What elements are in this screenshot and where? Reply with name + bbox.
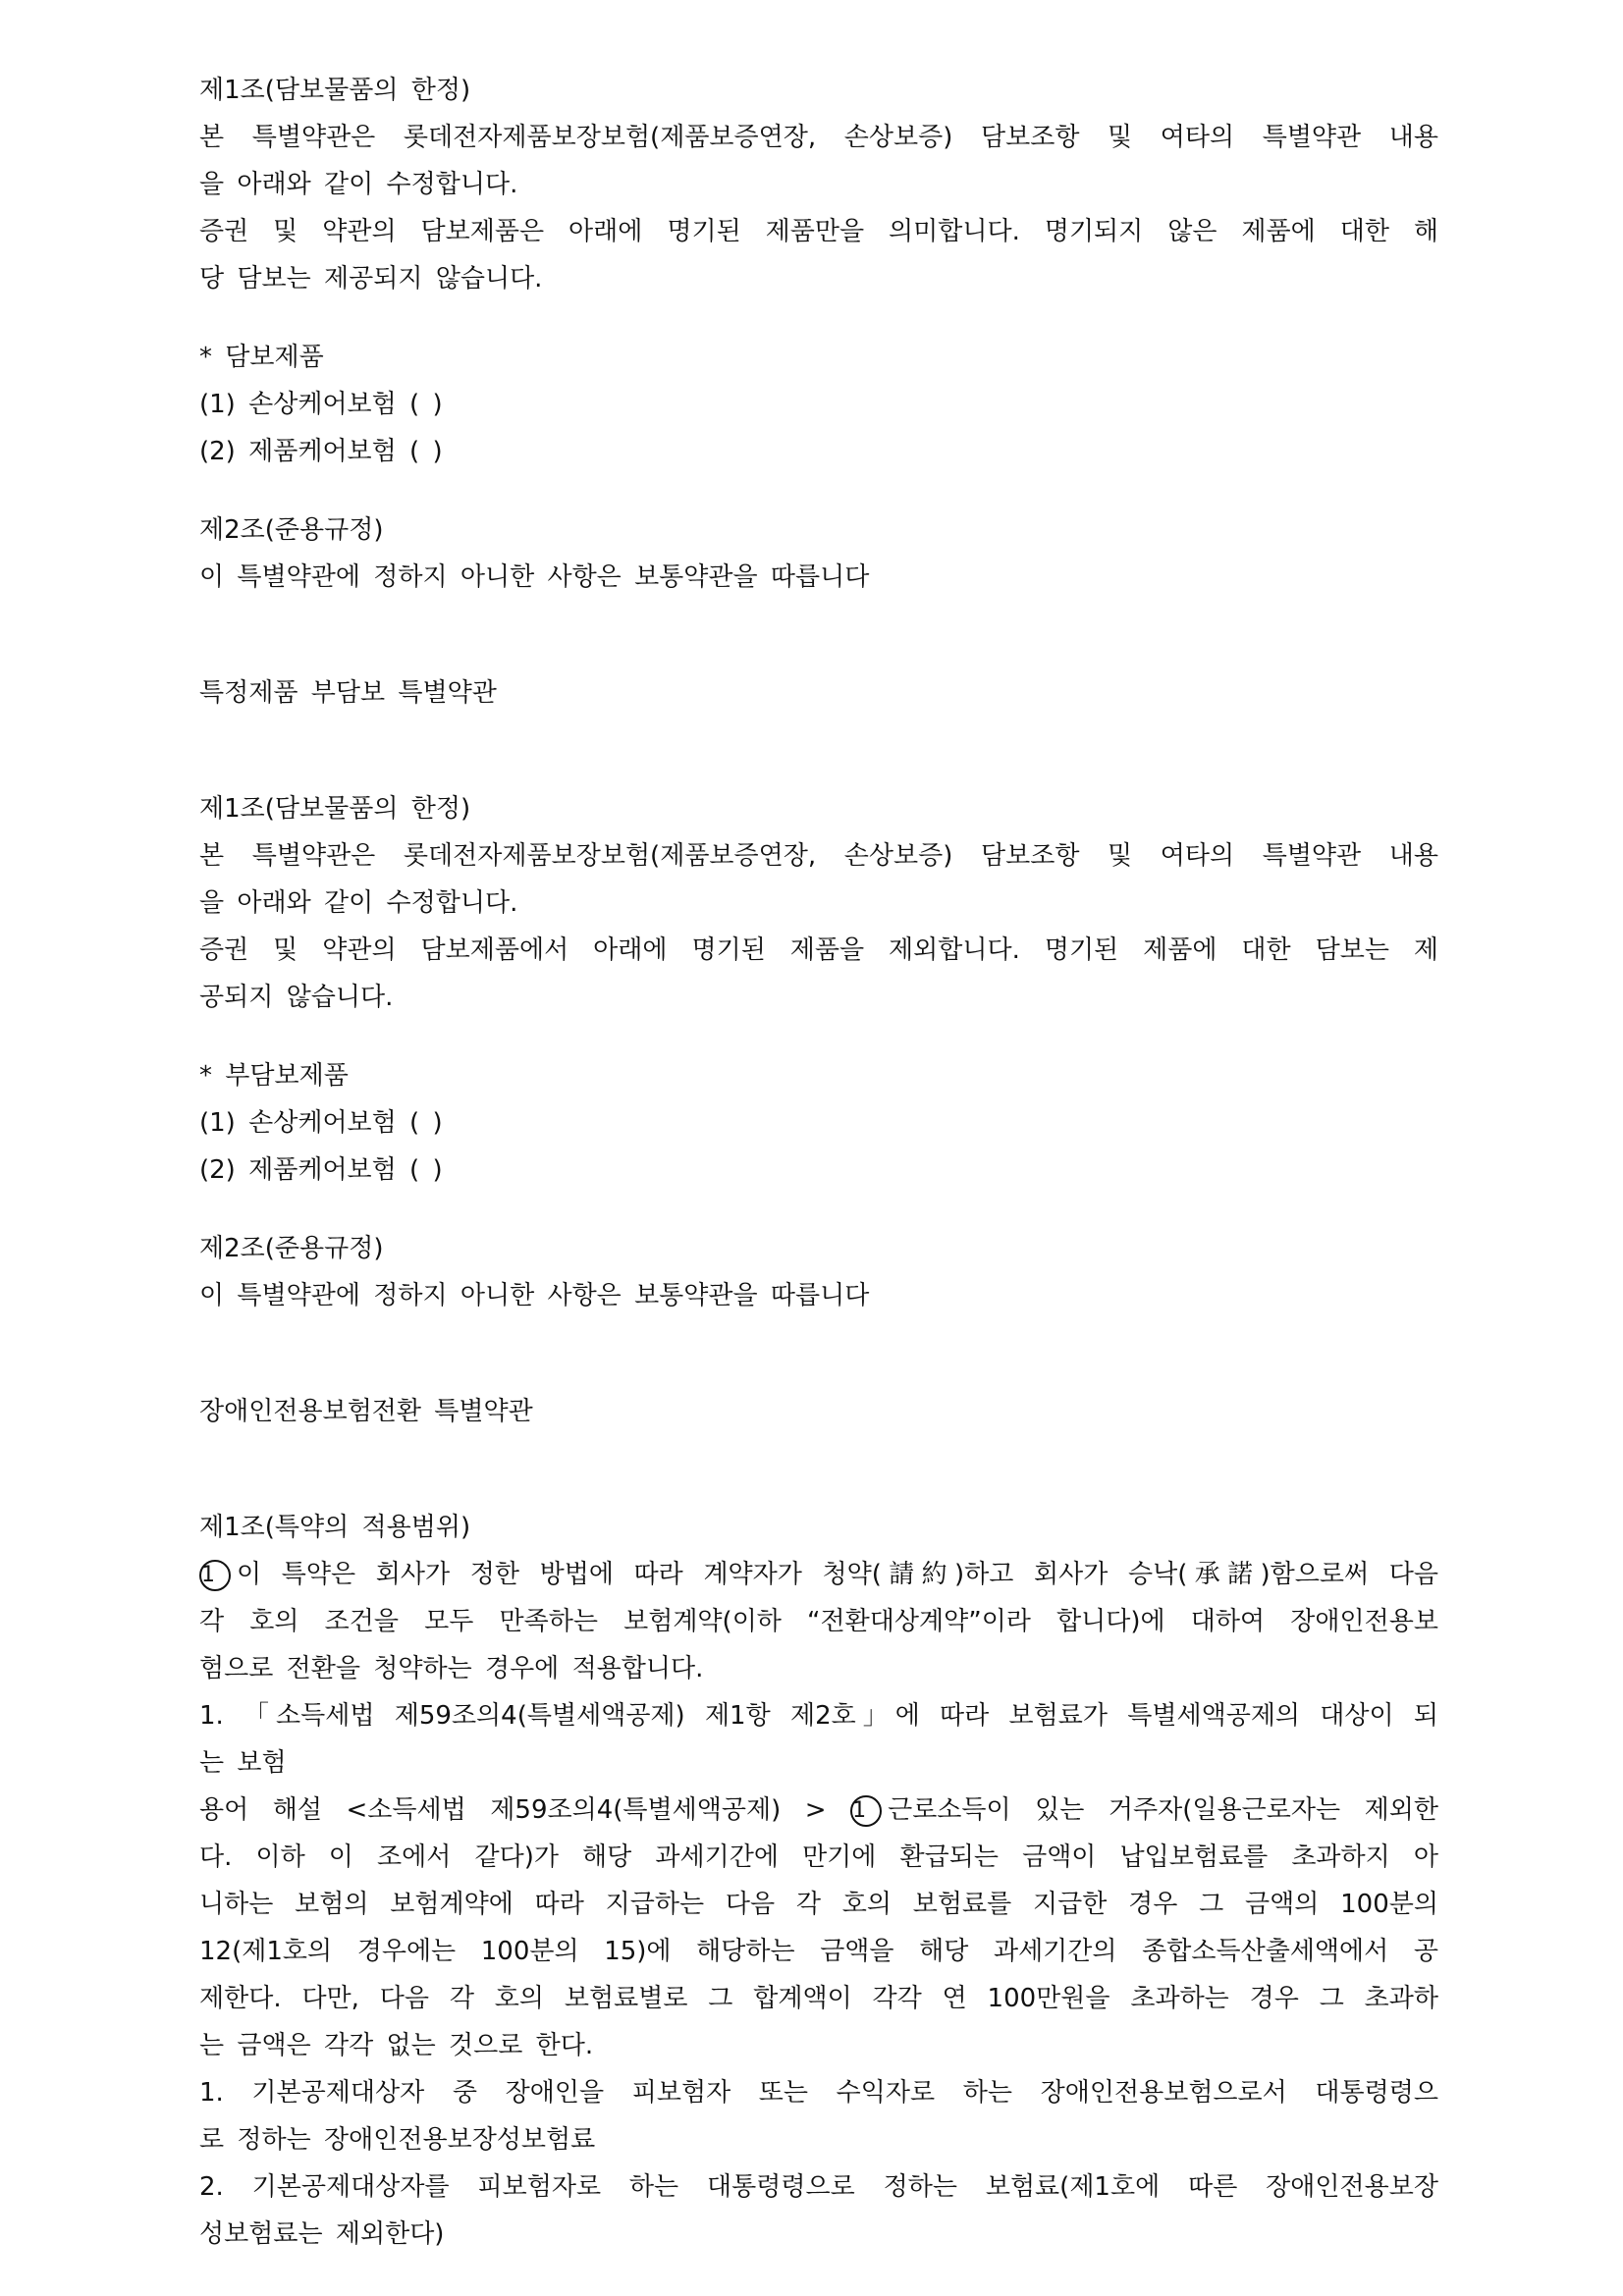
paragraph-1-line-3: 험으로 전환을 청약하는 경우에 적용합니다.	[199, 1654, 704, 1683]
article-1-paragraph-2-line-2: 공되지 않습니다.	[199, 983, 394, 1012]
document-page	[199, 67, 1438, 2258]
term-explanation-prefix: 용어 해설 <소득세법 제59조의4(특별세액공제) >	[199, 1795, 851, 1825]
circled-number-1: 1	[850, 1795, 882, 1827]
article-1-paragraph-1-line-2: 을 아래와 같이 수정합니다.	[199, 888, 518, 918]
article-1-paragraph-2-line-1: 증권 및 약관의 담보제품은 아래에 명기된 제품만을 의미합니다. 명기되지 않은 제품에 대한 해	[199, 217, 1438, 246]
term-explanation-line-6: 는 금액은 각각 없는 것으로 한다.	[199, 2031, 594, 2060]
item-1-line-1: 1. 「소득세법 제59조의4(특별세액공제) 제1항 제2호」에 따라 보험료가 특별세액공제의 대상이 되	[199, 1701, 1438, 1731]
section-heading: 장애인전용보험전환 특별약관	[199, 1397, 533, 1426]
sub-item-1-line-2: 로 정하는 장애인전용보장성보험료	[199, 2125, 596, 2155]
article-2-body: 이 특별약관에 정하지 아니한 사항은 보통약관을 따릅니다	[199, 1281, 870, 1310]
article-2-title: 제2조(준용규정)	[199, 1234, 384, 1263]
term-explanation-line-4: 12(제1호의 경우에는 100분의 15)에 해당하는 금액을 해당 과세기간의 종합소득산출세액에서 공	[199, 1937, 1438, 1966]
paragraph-1-line-2: 각 호의 조건을 모두 만족하는 보험계약(이하 “전환대상계약”이라 합니다)에 대하여 장애인전용보	[199, 1607, 1438, 1636]
article-2-title: 제2조(준용규정)	[199, 515, 384, 545]
article-1-title: 제1조(특약의 적용범위)	[199, 1513, 471, 1542]
term-explanation-line-5: 제한다. 다만, 다음 각 호의 보험료별로 그 합계액이 각각 연 100만원을 초과하는 경우 그 초과하	[199, 1984, 1438, 2013]
section-heading: 특정제품 부담보 특별약관	[199, 678, 497, 708]
sub-item-2-line-2: 성보험료는 제외한다)	[199, 2219, 445, 2249]
covered-product-item-1: (1) 손상케어보험 ( )	[199, 390, 443, 419]
term-explanation-suffix: 근로소득이 있는 거주자(일용근로자는 제외한	[888, 1795, 1438, 1825]
article-1-title: 제1조(담보물품의 한정)	[199, 76, 471, 105]
excluded-products-title: * 부담보제품	[199, 1061, 349, 1091]
article-1-paragraph-2-line-1: 증권 및 약관의 담보제품에서 아래에 명기된 제품을 제외합니다. 명기된 제품에 대한 담보는 제	[199, 935, 1438, 965]
excluded-product-item-1: (1) 손상케어보험 ( )	[199, 1108, 443, 1138]
covered-products-title: * 담보제품	[199, 343, 324, 372]
paragraph-1-line-1	[199, 1551, 1438, 1598]
excluded-product-item-2: (2) 제품케어보험 ( )	[199, 1155, 443, 1185]
article-1-paragraph-2-line-2: 당 담보는 제공되지 않습니다.	[199, 264, 543, 294]
term-explanation-line-3: 니하는 보험의 보험계약에 따라 지급하는 다음 각 호의 보험료를 지급한 경우 그 금액의 100분의	[199, 1890, 1438, 1919]
term-explanation-line-2: 다. 이하 이 조에서 같다)가 해당 과세기간에 만기에 환급되는 금액이 납입보험료를 초과하지 아	[199, 1842, 1438, 1872]
article-1-paragraph-1-line-1: 본 특별약관은 롯데전자제품보장보험(제품보증연장, 손상보증) 담보조항 및 여타의 특별약관 내용	[199, 123, 1438, 152]
sub-item-1-line-1: 1. 기본공제대상자 중 장애인을 피보험자 또는 수익자로 하는 장애인전용보험으로서 대통령령으	[199, 2078, 1438, 2108]
circled-number-1: 1	[199, 1560, 231, 1591]
sub-item-2-line-1: 2. 기본공제대상자를 피보험자로 하는 대통령령으로 정하는 보험료(제1호에 따른 장애인전용보장	[199, 2172, 1438, 2202]
item-1-line-2: 는 보험	[199, 1748, 287, 1778]
covered-product-item-2: (2) 제품케어보험 ( )	[199, 437, 443, 466]
article-1-title: 제1조(담보물품의 한정)	[199, 794, 471, 824]
paragraph-1-line-1-text: 이 특약은 회사가 정한 방법에 따라 계약자가 청약(請約)하고 회사가 승낙(承諾)함으로써 다음	[237, 1560, 1438, 1589]
term-explanation-line-1	[199, 1787, 1438, 1834]
article-1-paragraph-1-line-1: 본 특별약관은 롯데전자제품보장보험(제품보증연장, 손상보증) 담보조항 및 여타의 특별약관 내용	[199, 841, 1438, 871]
article-2-body: 이 특별약관에 정하지 아니한 사항은 보통약관을 따릅니다	[199, 562, 870, 592]
article-1-paragraph-1-line-2: 을 아래와 같이 수정합니다.	[199, 170, 518, 199]
